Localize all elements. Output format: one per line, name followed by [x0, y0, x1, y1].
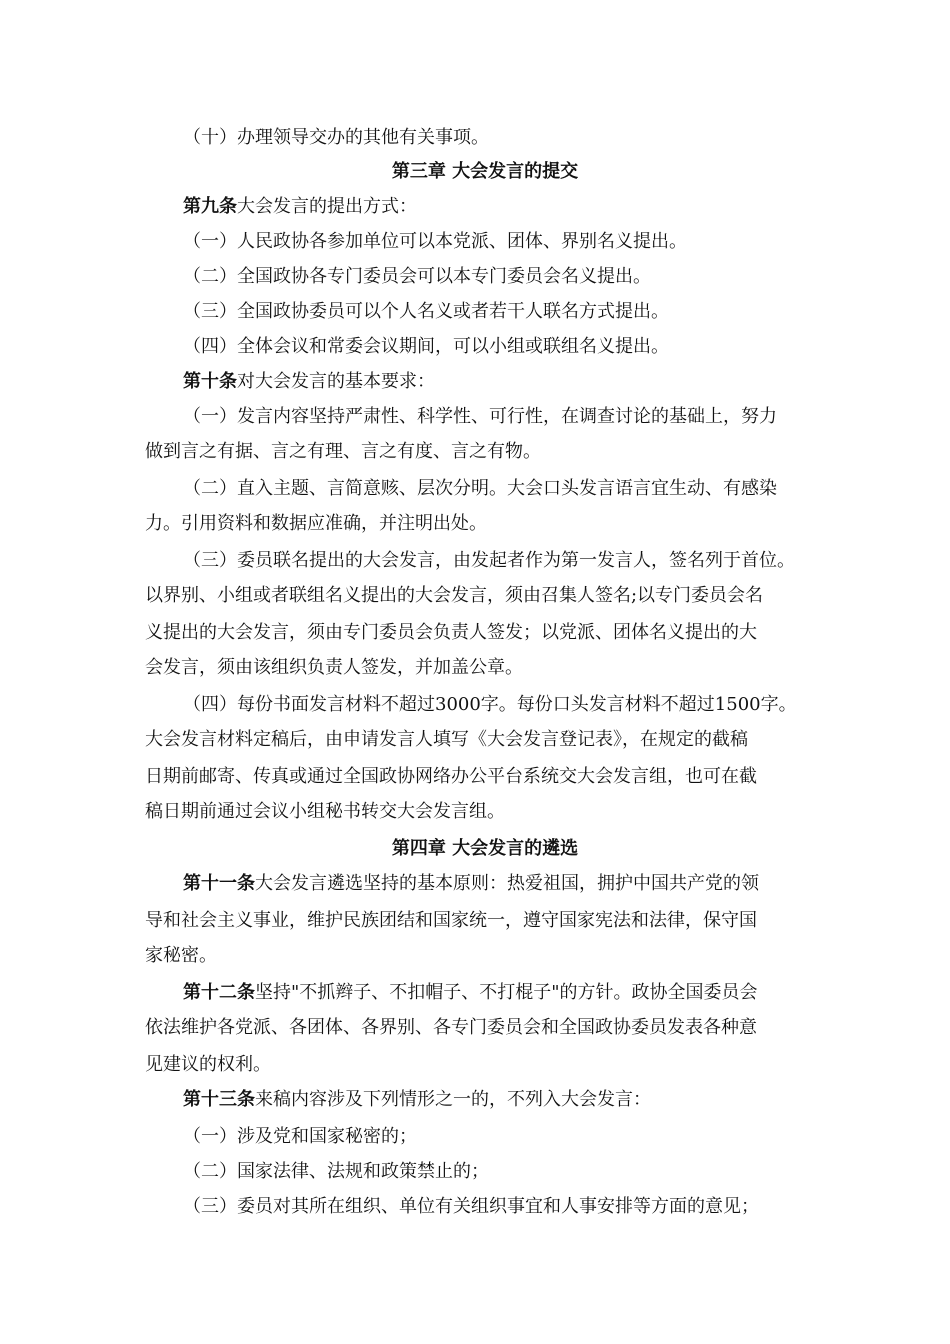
paragraph-line: 见建议的权利。 [145, 1054, 271, 1075]
article-line [183, 1088, 825, 1112]
paragraph-line: 依法维护各党派、各团体、各界别、各专门委员会和全国政协委员发表各种意 [145, 1017, 757, 1038]
paragraph-line: （四）全体会议和常委会议期间，可以小组或联组名义提出。 [183, 336, 669, 357]
paragraph-line: 义提出的大会发言，须由专门委员会负责人签发；以党派、团体名义提出的大 [145, 622, 757, 643]
paragraph-line: （二）直入主题、言简意赅、层次分明。大会口头发言语言宜生动、有感染 [183, 478, 777, 499]
paragraph-line: （二）全国政协各专门委员会可以本专门委员会名义提出。 [183, 266, 651, 287]
article-line [183, 872, 825, 896]
paragraph-line: 日期前邮寄、传真或通过全国政协网络办公平台系统交大会发言组，也可在截 [145, 766, 757, 787]
chapter-heading: 第三章 大会发言的提交 [391, 161, 579, 182]
paragraph-line: （一）发言内容坚持严肃性、科学性、可行性，在调查讨论的基础上，努力 [183, 406, 777, 427]
article-label: 第十三条 [183, 1089, 255, 1110]
article-label: 第十条 [183, 371, 237, 392]
paragraph-line: 以界别、小组或者联组名义提出的大会发言，须由召集人签名;以专门委员会名 [145, 585, 764, 606]
article-text: 大会发言遴选坚持的基本原则：热爱祖国，拥护中国共产党的领 [255, 873, 759, 894]
paragraph-line: 力。引用资料和数据应准确，并注明出处。 [145, 513, 487, 534]
paragraph-line: 导和社会主义事业，维护民族团结和国家统一，遵守国家宪法和法律，保守国 [145, 910, 757, 931]
paragraph-line: 家秘密。 [145, 945, 217, 966]
article-text: 对大会发言的基本要求： [237, 371, 435, 392]
article-line [183, 195, 825, 219]
article-text: 大会发言的提出方式： [237, 196, 417, 217]
article-label: 第十一条 [183, 873, 255, 894]
paragraph-line: （三）全国政协委员可以个人名义或者若干人联名方式提出。 [183, 301, 669, 322]
paragraph-line: （三）委员联名提出的大会发言，由发起者作为第一发言人，签名列于首位。 [183, 550, 795, 571]
paragraph-line: （三）委员对其所在组织、单位有关组织事宜和人事安排等方面的意见； [183, 1196, 759, 1217]
paragraph-line: 做到言之有据、言之有理、言之有度、言之有物。 [145, 441, 541, 462]
article-label: 第九条 [183, 196, 237, 217]
paragraph-line: 会发言，须由该组织负责人签发，并加盖公章。 [145, 657, 523, 678]
article-text: 来稿内容涉及下列情形之一的，不列入大会发言： [255, 1089, 651, 1110]
paragraph-line: 稿日期前通过会议小组秘书转交大会发言组。 [145, 801, 505, 822]
article-label: 第十二条 [183, 982, 255, 1003]
article-line [183, 981, 825, 1005]
chapter-heading: 第四章 大会发言的遴选 [391, 838, 579, 859]
paragraph-line: （四）每份书面发言材料不超过3000字。每份口头发言材料不超过1500字。 [183, 694, 797, 715]
article-text: 坚持"不抓辫子、不扣帽子、不打棍子"的方针。政协全国委员会 [255, 982, 758, 1003]
paragraph-line: （一）涉及党和国家秘密的； [183, 1126, 417, 1147]
article-line [183, 370, 825, 394]
paragraph-line: 大会发言材料定稿后，由申请发言人填写《大会发言登记表》，在规定的截稿 [145, 729, 748, 750]
paragraph-line: （二）国家法律、法规和政策禁止的； [183, 1161, 489, 1182]
paragraph-line: （一）人民政协各参加单位可以本党派、团体、界别名义提出。 [183, 231, 687, 252]
paragraph-line: （十）办理领导交办的其他有关事项。 [183, 127, 489, 148]
